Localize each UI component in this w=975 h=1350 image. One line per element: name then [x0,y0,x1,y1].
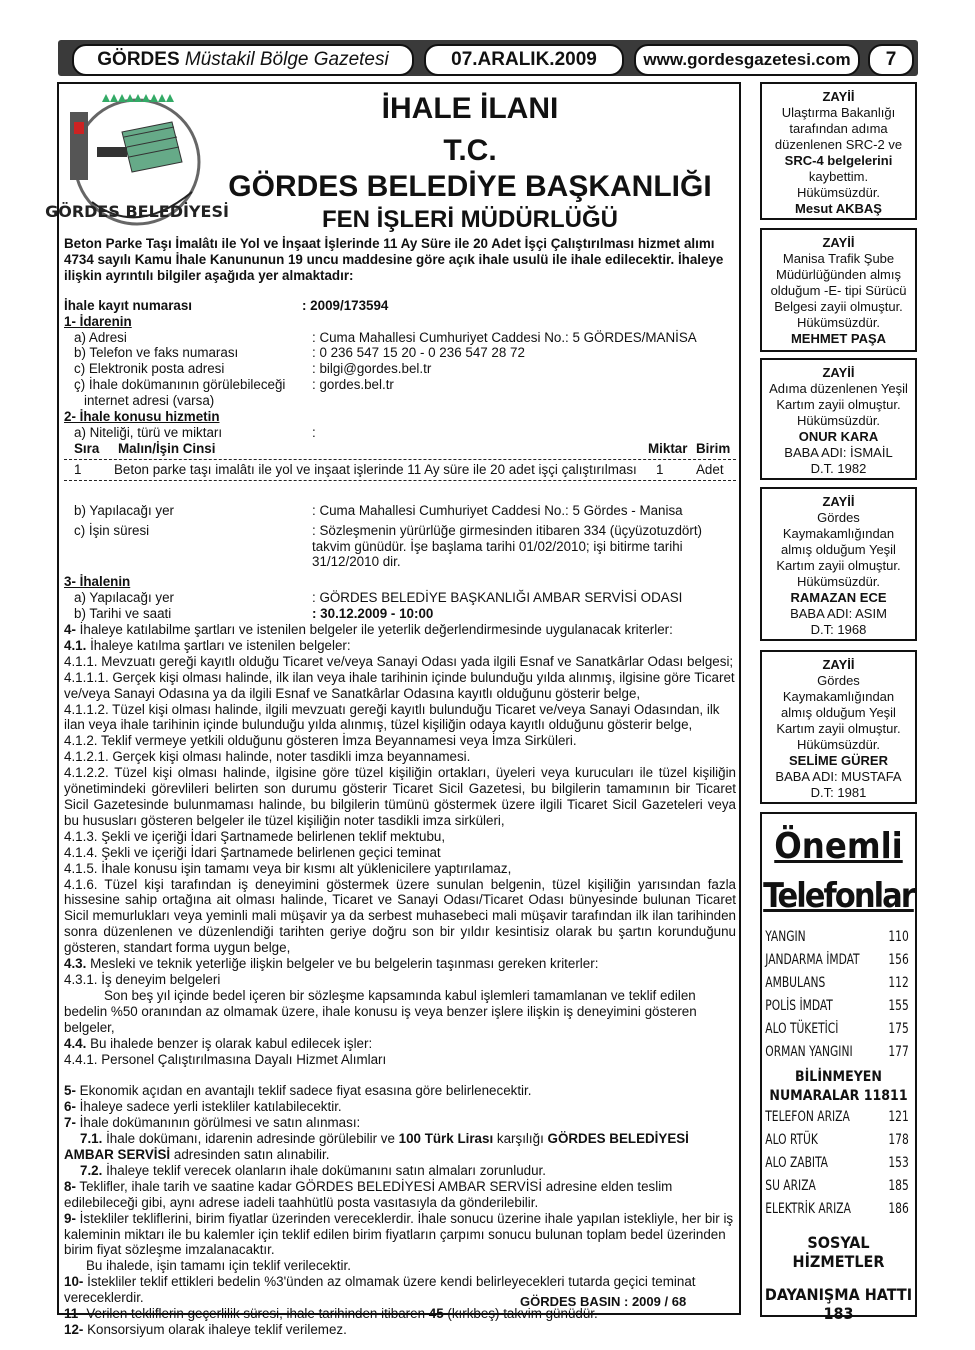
table-row: 1 Beton parke taşı imalâtı ile yol ve inşaat işlerinde 11 Ay süre ile 20 adet işçi çalıştırılması 1 Adet [74,461,724,477]
phone-item: ALO RTÜK 178 [765,1132,909,1148]
email-row: c) Elektronik posta adresi : bilgi@gordes.bel.tr [74,361,432,377]
social-services-2: DAYANIŞMA HATTI 183 [764,1285,913,1323]
section-3: 3- İhalenin [64,574,131,590]
notice-tc: T.C. [443,134,497,167]
important-phones-box [760,812,917,1323]
issue-date: 07.ARALIK.2009 [424,44,624,76]
unknown-numbers-1: BİLİNMEYEN [795,1069,882,1085]
registration-row: İhale kayıt numarası : 2009/173594 [64,297,389,313]
duration-row: c) İşin süresi : Sözleşmenin yürürlüğe girmesinden itibaren 334 (üçyüzotuzdört) takvim günüdür. İşe başlama tarihi 01/02/2010; işi bitirme tarihi 31/12/2010 dir. [74,522,703,570]
phone-item: POLİS İMDAT 155 [765,998,909,1014]
lost-notice-5: ZAYİİ Gördes Kaymakamlığından almış olduğum Yeşil Kartım zayii olmuştur. Hükümsüzdür. SELİME GÜRER BABA ADI: MUSTAFA D.T: 1981 [760,650,917,804]
municipality-logo [45,92,229,232]
section-2: 2- İhale konusu hizmetin [64,409,220,425]
phone-item: ELEKTRİK ARIZA 186 [765,1201,909,1217]
section-1: 1- İdarenin [64,313,132,329]
phone-item: ALO TÜKETİCİ 175 [765,1021,909,1037]
notice-municipality: GÖRDES BELEDİYE BAŞKANLIĞI [228,170,712,203]
notice-title: İHALE İLANI [381,92,559,125]
phone-row: b) Telefon ve faks numarası : 0 236 547 15 20 - 0 236 547 28 72 [74,345,525,361]
notice-body: Beton Parke Taşı İmalâtı ile Yol ve İnşaat İşlerinde 11 Ay Süre ile 20 Adet İşçi Çalıştırılması hizmet alımı 4734 sayılı Kamu İhale Kanununun 19 uncu maddesine göre açık ihale usulü ile ihale edilecektir. İhaleye ilişkin ayrıntılı bilgiler aşağıda yer almaktadır: İhale kayıt numarası : 2009/173594 1- İdarenin a) Adresi : Cuma Mahallesi Cumhuriyet Caddesi No.: 5 GÖRDES/MANİSA b) Telefon ve faks numarası : 0 236 547 15 20 - 0 236 547 28 72 c) Elektronik posta adresi : bilgi@gordes.bel.tr ç) İhale dokümanının görülebileceği : gordes.bel.tr internet adresi (varsa) 2- İhale konusu hizmetin a) Niteliği, türü ve miktarı : Sıra Malın/İşin Cinsi Miktar Birim 1 Beton parke taşı imalâtı ile yol ve inşaat işlerinde 11 Ay süre ile 20 adet işçi çalıştırılması 1 Adet b) Yapılacağı yer : Cuma Mahallesi Cumhuriyet Caddesi No.: 5 Gördes - Manisa c) İşin süresi : Sözleşmenin yürürlüğe girmesinden itibaren 334 (üçyüzotuzdört) takvim günüdür. İşe başlama tarihi 01/02/2010; işi bitirme tarihi 31/12/2010 dir. 3- İhalenin a) Yapılacağı yer : GÖRDES BELEDİYE BAŞKANLIĞI AMBAR SERVİSİ ODASI b) Tarihi ve saati : 30.12.2009 - 10:00 4- İhaleye katılabilme şartları ve istenilen belgeler ile yeterlik değerlendirmesinde uygulanacak kriterler: 4.1. İhaleye katılma şartları ve istenilen belgeler: 4.1.1. Mevzuatı gereği kayıtlı olduğu Ticaret ve/veya Sanayi Odası yada ilgili Esnaf ve Sanatkârlar Odası belgesi; 4.1.1.1. Gerçek kişi olması halinde, ilk ilan veya ihale tarihinin içinde bulunduğu yılda alınmış, ilgisine göre Ticaret ve/veya Sanayi Odasına ya da ilgili Esnaf ve Sanatkârlar Odasına kayıtlı olduğunu gösterir belge, 4.1.1.2. Tüzel kişi olması halinde, ilgili mevzuatı gereği kayıtlı bulunduğu Ticaret ve/veya Sanayi Odasından, ilk ilan veya ihale tarihinin içinde bulunduğu yılda alınmış, tüzel kişiliğin odaya kayıtlı olduğunu gösterir belge, 4.1.2. Teklif vermeye yetkili olduğunu gösteren İmza Beyannamesi veya İmza Sirküleri. 4.1.2.1. Gerçek kişi olması halinde, noter tasdikli imza beyannamesi. 4.1.2.2. Tüzel kişi olması halinde, ilgisine göre tüzel kişiliğin ortakları, üyeleri veya kurucuları ile tüzel kişiliğin yönetimindeki görevlileri belirten son durumu gösterir Ticaret Sicil Gazetesi, bu bilgilerin tamamının bir Ticaret Sicil Gazetesinde bulunmaması halinde, bu bilgilerin tümünü göstermek üzere ilgili Ticaret Sicil Gazeteleri veya bu hususları gösteren belgeler ile tüzel kişiliğin noter tasdikli imza sirküleri, 4.1.3. Şekli ve içeriği İdari Şartnamede belirlenen teklif mektubu, 4.1.4. Şekli ve içeriği İdari Şartnamede belirlenen geçici teminat 4.1.5. İhale konusu işin tamamı veya bir kısmı alt yüklenicilere yaptırılamaz, 4.1.6. Tüzel kişi tarafından iş deneyimini göstermek üzere sunulan belgenin, tüzel kişiliğin yarısından fazla hissesine sahip ortağına ait olması halinde, Ticaret ve Sanayi Odası/Ticaret Odası bünyesinde bulunan Ticaret Sicil memurlukları veya yeminli mali müşavir ya da serbest muhasebeci mali müşavir tarafından ilk ilan tarihinden sonra düzenlenen ve düzenlendiği tarihten geriye doğru son bir yıldır kesintisiz olarak bu şartın korunduğunu gösteren, standart forma uygun belge, 4.3. Mesleki ve teknik yeterliğe ilişkin belgeler ve bu belgelerin taşınması gereken kriterler: 4.3.1. İş deneyim belgeleri Son beş yıl içinde bedel içeren bir sözleşme kapsamında kabul işlemleri tamamlanan ve teklif edilen bedelin %50 oranından az olmamak üzere, ihale konusu iş veya benzer işlere ilişkin iş deneyimini gösteren belgeler, 4.4. Bu ihalede benzer iş olarak kabul edilecek işler: 4.4.1. Personel Çalıştırılmasına Dayalı Hizmet Alımları 5- Ekonomik açıdan en avantajlı teklif sadece fiyat esasına göre belirlenecektir. 6- İhaleye sadece yerli istekliler katılabilecektir. 7- İhale dokümanının görülmesi ve satın alınması: 7.1. İhale dokümanı, idarenin adresinde görülebilir ve 100 Türk Lirası karşılığı GÖRDES BELEDİYESİ AMBAR SERVİSİ adresinden satın alınabilir. 7.2. İhaleye teklif verecek olanların ihale dokümanını satın almaları zorunludur. 8- Teklifler, ihale tarih ve saatine kadar GÖRDES BELEDİYESİ AMBAR SERVİSİ adresine elden teslim edilebileceği gibi, aynı adrese iadeli taahhütlü posta vasıtasıyla da gönderilebilir. 9- İstekliler tekliflerini, birim fiyatlar üzerinden vereceklerdir. İhale sonucu üzerine ihale yapılan istekliyle, her bir iş kaleminin miktarı ile bu kalemler için teklif edilen birim fiyatların çarpımı sonucu bulunan toplam bedel üzerinden birim fiyat sözleşme imzalanacaktır. Bu ihalede, işin tamamı için teklif verilecektir. 10- İstekliler teklif ettikleri bedelin %3'ünden az olmamak üzere kendi belirleyecekleri tutarda geçici teminat vereceklerdir. 11- Verilen tekliflerin geçerlilik süresi, ihale tarihinden itibaren 45 (kırkbeş) takvim günüdür. 12- Konsorsiyum olarak ihaleye teklif verilemez. [64,236,736,1337]
phone-item: AMBULANS 112 [765,975,909,991]
p4: 4- İhaleye katılabilme şartları ve istenilen belgeler ile yeterlik değerlendirmesinde uygulanacak kriterler: [64,622,673,638]
tender-date-row: b) Tarihi ve saati : 30.12.2009 - 10:00 [74,606,434,622]
website: www.gordesgazetesi.com [634,44,860,76]
phones-title-1: Önemli [774,826,903,867]
intro: Beton Parke Taşı İmalâtı ile Yol ve İnşaat İşlerinde 11 Ay Süre ile 20 Adet İşçi Çalıştırılması hizmet alımı 4734 sayılı Kamu İhale Kanununun 19 uncu maddesine göre açık ihale usulü ile ihale edilecektir. İhaleye ilişkin ayrıntılı bilgiler aşağıda yer almaktadır: [64,236,724,283]
page-number: 7 [868,44,914,76]
table-header: Sıra Malın/İşin Cinsi Miktar Birim [74,440,731,456]
press-code: GÖRDES BASIN : 2009 / 68 [520,1294,687,1309]
tender-place-row: a) Yapılacağı yer : GÖRDES BELEDİYE BAŞKANLIĞI AMBAR SERVİSİ ODASI [74,590,683,606]
paper-name: GÖRDES Müstakil Bölge Gazetesi [72,44,414,76]
service-place-row: b) Yapılacağı yer : Cuma Mahallesi Cumhuriyet Caddesi No.: 5 Gördes - Manisa [74,502,683,518]
lost-notice-2: ZAYİİ Manisa Trafik Şube Müdürlüğünden almış olduğum -E- tipi Sürücü Belgesi zayii olmuştur. Hükümsüzdür. MEHMET PAŞA [760,228,917,352]
social-services-1: SOSYAL HİZMETLER [792,1233,885,1271]
phones-title-2: Telefonlar [763,876,914,916]
phone-item: ALO ZABITA 153 [765,1155,909,1171]
lost-notice-3: ZAYİİ Adıma düzenlenen Yeşil Kartım zayii olmuştur. Hükümsüzdür. ONUR KARA BABA ADI: İSMAİL D.T. 1982 [760,358,917,480]
logo-text: GÖRDES BELEDİYESİ [45,202,229,221]
lost-notice-1: ZAYİİ Ulaştırma Bakanlığı tarafından adıma düzenlenen SRC-2 ve SRC-4 belgelerini kaybettim. Hükümsüzdür. Mesut AKBAŞ [760,82,917,220]
notice-department: FEN İŞLERİ MÜDÜRLÜĞÜ [322,206,618,233]
nature-row: a) Niteliği, türü ve miktarı : [74,424,316,440]
unknown-numbers-2: NUMARALAR 11811 [769,1088,908,1104]
phone-item: JANDARMA İMDAT 156 [765,952,909,968]
p41: 4.1. İhaleye katılma şartları ve istenilen belgeler: [64,637,351,653]
address-row: a) Adresi : Cuma Mahallesi Cumhuriyet Caddesi No.: 5 GÖRDES/MANİSA [74,329,697,345]
phone-item: SU ARIZA 185 [765,1178,909,1194]
website-row: ç) İhale dokümanının görülebileceği : gordes.bel.tr [74,377,394,393]
phone-item: YANGIN 110 [765,929,909,945]
phone-item: TELEFON ARIZA 121 [765,1109,909,1125]
phone-item: ORMAN YANGINI 177 [765,1044,909,1060]
lost-notice-4: ZAYİİ Gördes Kaymakamlığından almış olduğum Yeşil Kartım zayii olmuştur. Hükümsüzdür. RAMAZAN ECE BABA ADI: ASIM D.T: 1968 [760,487,917,641]
